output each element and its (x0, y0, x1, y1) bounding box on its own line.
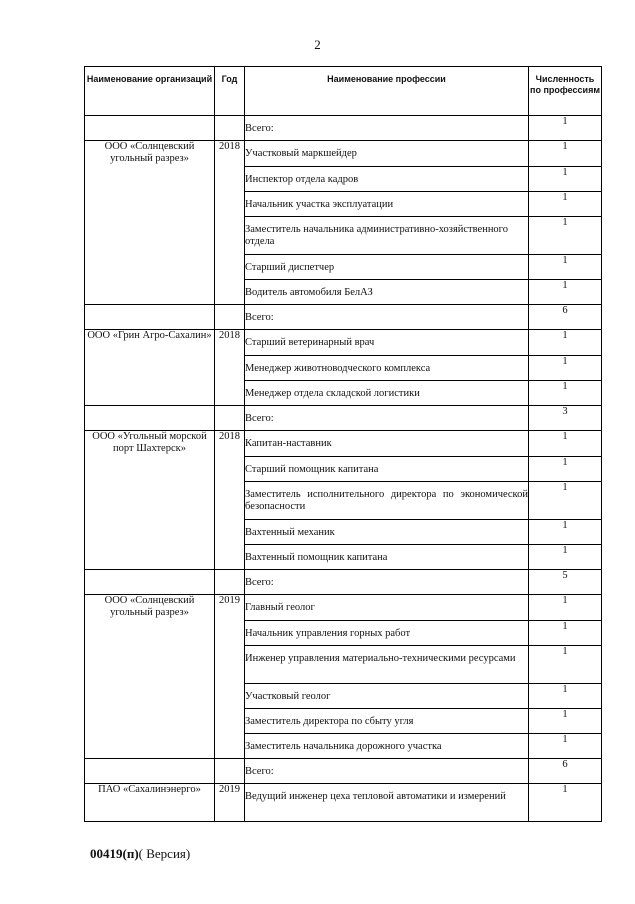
count-cell: 1 (529, 520, 602, 545)
header-year: Год (215, 67, 245, 116)
table-row (85, 330, 602, 356)
count-cell: 1 (529, 167, 602, 192)
count-cell: 1 (529, 482, 602, 520)
org-cell: ПАО «Сахалинэнерго» (85, 784, 215, 822)
profession-text: Менеджер отдела складской логистики (245, 388, 420, 399)
org-cell: ООО «Грин Агро-Сахалин» (85, 330, 215, 406)
count-cell: 1 (529, 734, 602, 759)
year-cell (215, 116, 245, 141)
count-cell: 5 (529, 570, 602, 595)
profession-cell (245, 734, 529, 759)
profession-text: Начальник управления горных работ (245, 628, 411, 639)
profession-cell (245, 141, 529, 167)
org-cell (85, 406, 215, 431)
profession-text: Инженер управления материально-техническими ресурсами (245, 653, 516, 664)
profession-cell (245, 709, 529, 734)
header-profession: Наименование профессии (245, 67, 529, 116)
header-org: Наименование организаций (85, 67, 215, 116)
professions-table (84, 66, 602, 822)
year-cell: 2018 (215, 330, 245, 406)
table-row (85, 141, 602, 167)
table-row-total (85, 305, 602, 330)
profession-cell (245, 482, 529, 520)
profession-text: Начальник участка эксплуатации (245, 199, 394, 210)
page-number: 2 (314, 37, 321, 52)
count-cell: 1 (529, 330, 602, 356)
profession-cell (245, 684, 529, 709)
count-cell: 1 (529, 381, 602, 406)
profession-text: Старший помощник капитана (245, 464, 379, 475)
count-cell: 1 (529, 255, 602, 280)
profession-cell (245, 759, 529, 784)
org-cell (85, 305, 215, 330)
profession-cell (245, 192, 529, 217)
profession-text: Заместитель начальника дорожного участка (245, 741, 442, 752)
profession-cell (245, 646, 529, 684)
count-cell: 1 (529, 116, 602, 141)
count-cell: 1 (529, 192, 602, 217)
profession-text: Заместитель исполнительного директора по экономической безопасности (245, 489, 528, 512)
profession-text: Участковый маркшейдер (245, 148, 357, 159)
profession-cell (245, 784, 529, 822)
year-cell: 2019 (215, 784, 245, 822)
count-cell: 1 (529, 217, 602, 255)
profession-text: Заместитель директора по сбыту угля (245, 716, 414, 727)
document-footer (90, 846, 190, 862)
table-row-total (85, 406, 602, 431)
count-cell: 1 (529, 709, 602, 734)
org-cell (85, 759, 215, 784)
profession-text: Инспектор отдела кадров (245, 174, 359, 185)
org-cell (85, 116, 215, 141)
profession-text: Вахтенный помощник капитана (245, 552, 388, 563)
table-row (85, 784, 602, 822)
profession-text: Капитан-наставник (245, 438, 332, 449)
profession-text: Участковый геолог (245, 691, 331, 702)
count-cell: 1 (529, 684, 602, 709)
profession-cell (245, 406, 529, 431)
profession-cell (245, 305, 529, 330)
profession-cell (245, 545, 529, 570)
count-cell: 1 (529, 431, 602, 457)
profession-text: Старший ветеринарный врач (245, 337, 375, 348)
count-cell: 1 (529, 784, 602, 822)
profession-text: Всего: (245, 312, 274, 323)
profession-text: Менеджер животноводческого комплекса (245, 363, 431, 374)
year-cell: 2018 (215, 141, 245, 305)
count-cell: 1 (529, 280, 602, 305)
year-cell (215, 305, 245, 330)
profession-cell (245, 217, 529, 255)
document-code: 00419(п) (90, 846, 139, 861)
table-header-row (85, 67, 602, 116)
profession-cell (245, 570, 529, 595)
profession-cell (245, 116, 529, 141)
count-cell: 1 (529, 646, 602, 684)
profession-text: Всего: (245, 413, 274, 424)
count-cell: 1 (529, 595, 602, 621)
count-cell: 6 (529, 759, 602, 784)
profession-cell (245, 457, 529, 482)
profession-cell (245, 621, 529, 646)
year-cell (215, 406, 245, 431)
profession-text: Всего: (245, 766, 274, 777)
profession-cell (245, 595, 529, 621)
profession-cell (245, 356, 529, 381)
profession-text: Водитель автомобиля БелАЗ (245, 287, 373, 298)
org-cell: ООО «Солнцевский угольный разрез» (85, 141, 215, 305)
count-cell: 1 (529, 621, 602, 646)
table-row-total (85, 570, 602, 595)
count-cell: 3 (529, 406, 602, 431)
count-cell: 1 (529, 356, 602, 381)
table-row-total (85, 116, 602, 141)
profession-text: Главный геолог (245, 602, 315, 613)
profession-cell (245, 255, 529, 280)
profession-text: Всего: (245, 577, 274, 588)
count-cell: 6 (529, 305, 602, 330)
profession-cell (245, 280, 529, 305)
year-cell: 2018 (215, 431, 245, 570)
count-cell: 1 (529, 457, 602, 482)
profession-cell (245, 167, 529, 192)
profession-cell (245, 330, 529, 356)
profession-text: Заместитель начальника административно-хозяйственного отдела (245, 224, 508, 247)
org-cell: ООО «Солнцевский угольный разрез» (85, 595, 215, 759)
count-cell: 1 (529, 545, 602, 570)
year-cell (215, 759, 245, 784)
table-row (85, 431, 602, 457)
profession-text: Вахтенный механик (245, 527, 335, 538)
header-count: Численность по профессиям (529, 67, 602, 116)
profession-cell (245, 381, 529, 406)
org-cell (85, 570, 215, 595)
count-cell: 1 (529, 141, 602, 167)
table-row-total (85, 759, 602, 784)
year-cell (215, 570, 245, 595)
profession-text: Старший диспетчер (245, 262, 335, 273)
profession-cell (245, 520, 529, 545)
document-version: ( Версия) (138, 846, 191, 861)
profession-cell (245, 431, 529, 457)
year-cell: 2019 (215, 595, 245, 759)
profession-text: Ведущий инженер цеха тепловой автоматики и измерений (245, 791, 506, 802)
org-cell: ООО «Угольный морской порт Шахтерск» (85, 431, 215, 570)
table-row (85, 595, 602, 621)
profession-text: Всего: (245, 123, 274, 134)
